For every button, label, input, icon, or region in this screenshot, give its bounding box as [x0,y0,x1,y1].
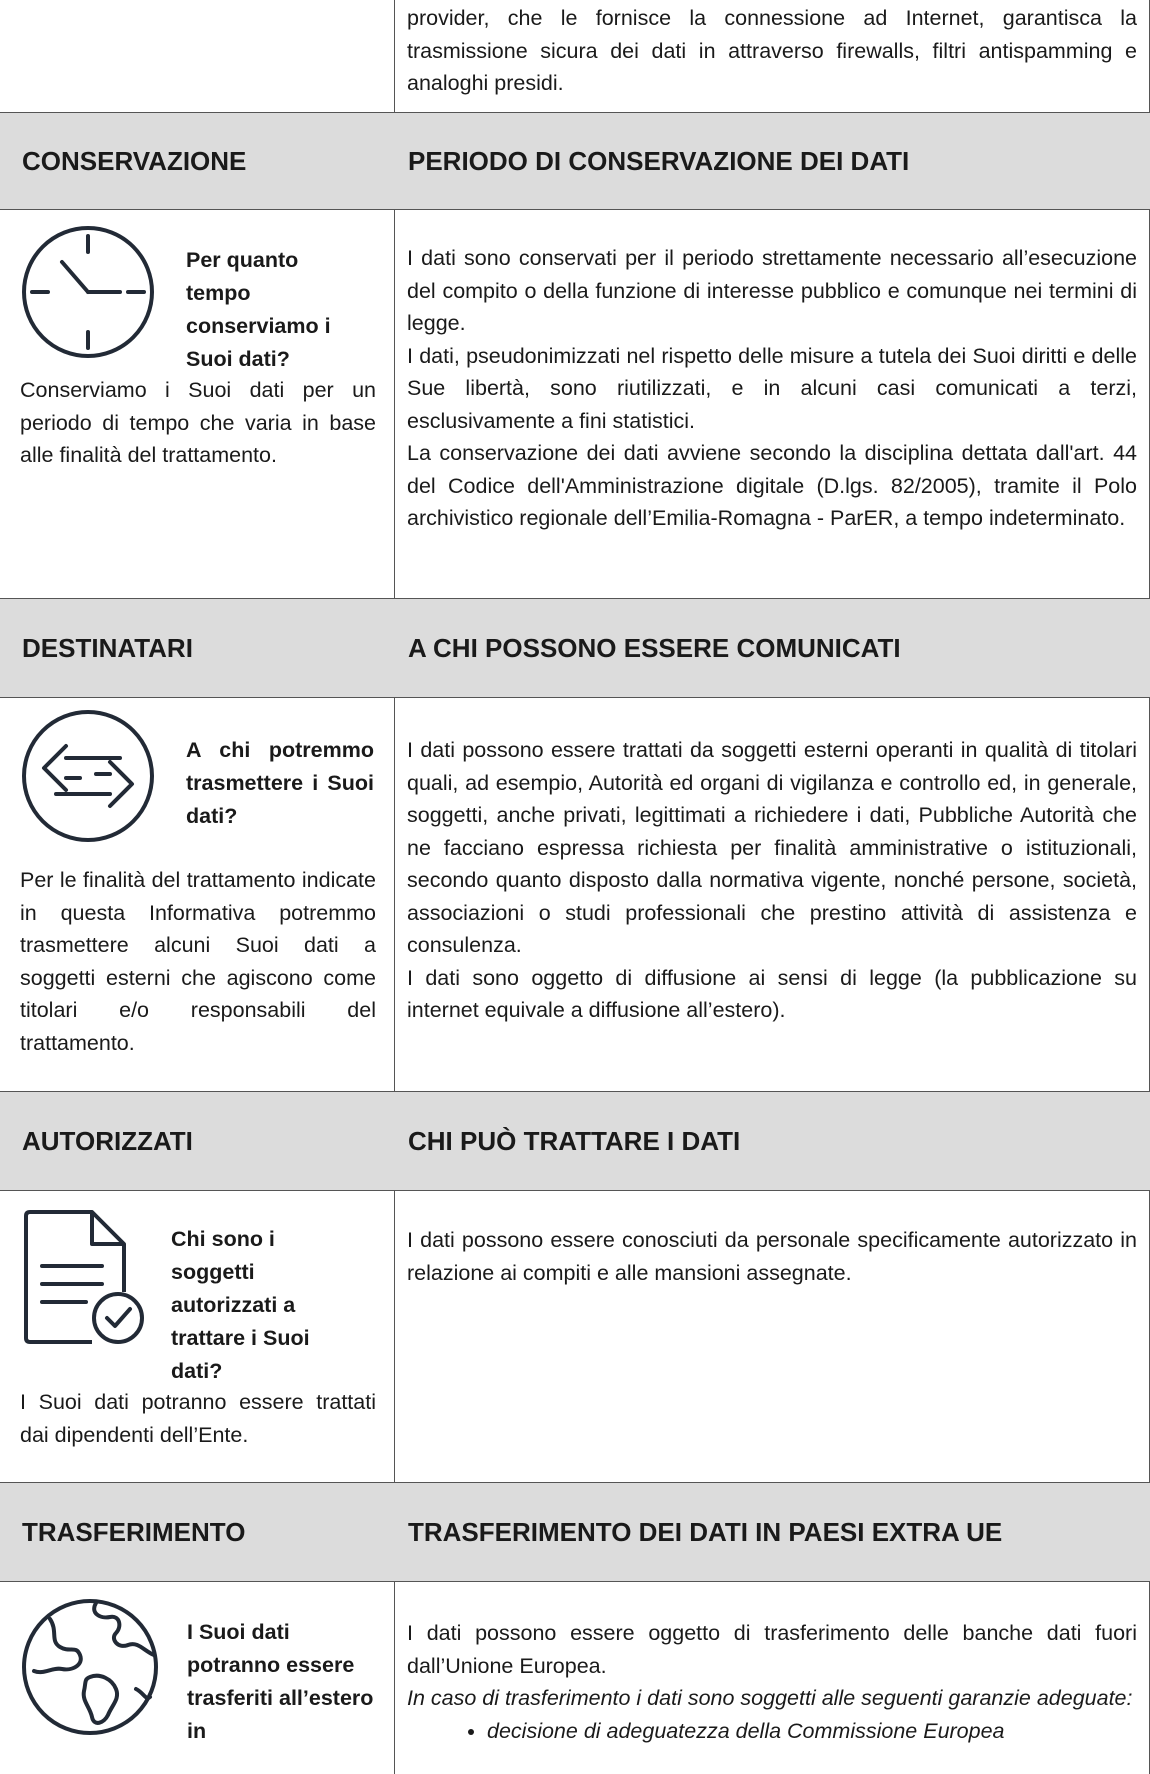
paragraph: I dati sono oggetto di diffusione ai sensi di legge (la pubblicazione su internet equivale a diffusione all’estero). [407,965,1137,1022]
autorizzati-header [0,1092,1150,1190]
top-row-text: provider, che le fornisce la connessione ad Internet, garantisca la trasmissione sicura dei dati in attraverso firewalls, filtri antispamming e analoghi presidi. [407,6,1137,95]
row-divider [0,209,1150,210]
destinatari-question: A chi potremmo trasmettere i Suoi dati? [186,738,374,828]
conservazione-question: Per quanto tempo conserviamo i Suoi dati? [186,248,331,371]
destinatari-subtitle: A CHI POSSONO ESSERE COMUNICATI [408,632,901,663]
trasferimento-title: TRASFERIMENTO [22,1516,246,1547]
row-divider [0,1581,1150,1582]
trasferimento-question: I Suoi dati potranno essere trasferiti all’estero in [187,1620,374,1743]
paragraph: I dati sono conservati per il periodo strettamente necessario all’esecuzione del compito o della funzione di interesse pubblico e comunque nei termini di legge. [407,246,1137,335]
paragraph: I dati possono essere conosciuti da personale specificamente autorizzato in relazione ai compiti e alle mansioni assegnate. [407,1228,1137,1285]
paragraph: I dati, pseudonimizzati nel rispetto delle misure a tutela dei Suoi diritti e delle Sue libertà, sono riutilizzati, e in alcuni casi comunicati a terzi, esclusivamente a fini statistici. [407,343,1137,433]
trasferimento-header [0,1483,1150,1581]
paragraph: I dati possono essere oggetto di trasferimento delle banche dati fuori dall’Unione Europea. [407,1621,1137,1678]
trasferimento-body [407,1617,1137,1747]
guarantee-list [407,1715,1137,1748]
autorizzati-subtitle: CHI PUÒ TRATTARE I DATI [408,1125,741,1156]
autorizzati-title: AUTORIZZATI [22,1125,193,1156]
paragraph: I dati possono essere trattati da soggetti esterni operanti in qualità di titolari quali, ad esempio, Autorità ed organi di vigilanza e controllo ed, in generale, soggetti, anche privati, legittimati a richiedere i dati, Pubbliche Autorità che ne facciano espressa richiesta per finalità amministrative o istituzionali, secondo quanto disposto dalla normativa vigente, nonché persone, società, associazioni o studi professionali che prestino attività di assistenza e consulenza. [407,738,1137,957]
destinatari-title: DESTINATARI [22,632,193,663]
paragraph: La conservazione dei dati avviene secondo la disciplina dettata dall'art. 44 del Codice dell'Amministrazione digitale (D.lgs. 82/2005), tramite il Polo archivistico regionale dell’Emilia-Romagna - ParER, a tempo indeterminato. [407,441,1137,530]
autorizzati-answer: I Suoi dati potranno essere trattati dai dipendenti dell’Ente. [20,1390,376,1447]
destinatari-answer: Per le finalità del trattamento indicate in questa Informativa potremmo trasmettere alcuni Suoi dati a soggetti esterni che agiscono come titolari e/o responsabili del trattamento. [20,868,376,1055]
trasferimento-subtitle: TRASFERIMENTO DEI DATI IN PAESI EXTRA UE [408,1516,1003,1547]
row-divider [0,697,1150,698]
conservazione-answer: Conserviamo i Suoi dati per un periodo di tempo che varia in base alle finalità del trattamento. [20,378,376,467]
conservazione-header [0,113,1150,209]
autorizzati-body [407,1224,1137,1289]
row-divider [0,1190,1150,1191]
conservazione-title: CONSERVAZIONE [22,145,247,176]
globe-icon [20,1597,160,1737]
destinatari-body [407,734,1137,1027]
document-check-icon [20,1208,150,1348]
exchange-arrows-icon [20,708,156,844]
clock-icon [20,224,156,360]
autorizzati-question: Chi sono i soggetti autorizzati a trattare i Suoi dati? [171,1227,310,1383]
destinatari-header [0,599,1150,697]
list-item: • decisione di adeguatezza della Commissione Europea [487,1715,1137,1748]
conservazione-body [407,242,1137,535]
conservazione-subtitle: PERIODO DI CONSERVAZIONE DEI DATI [408,145,910,176]
paragraph-italic: In caso di trasferimento i dati sono soggetti alle seguenti garanzie adeguate: [407,1686,1133,1710]
